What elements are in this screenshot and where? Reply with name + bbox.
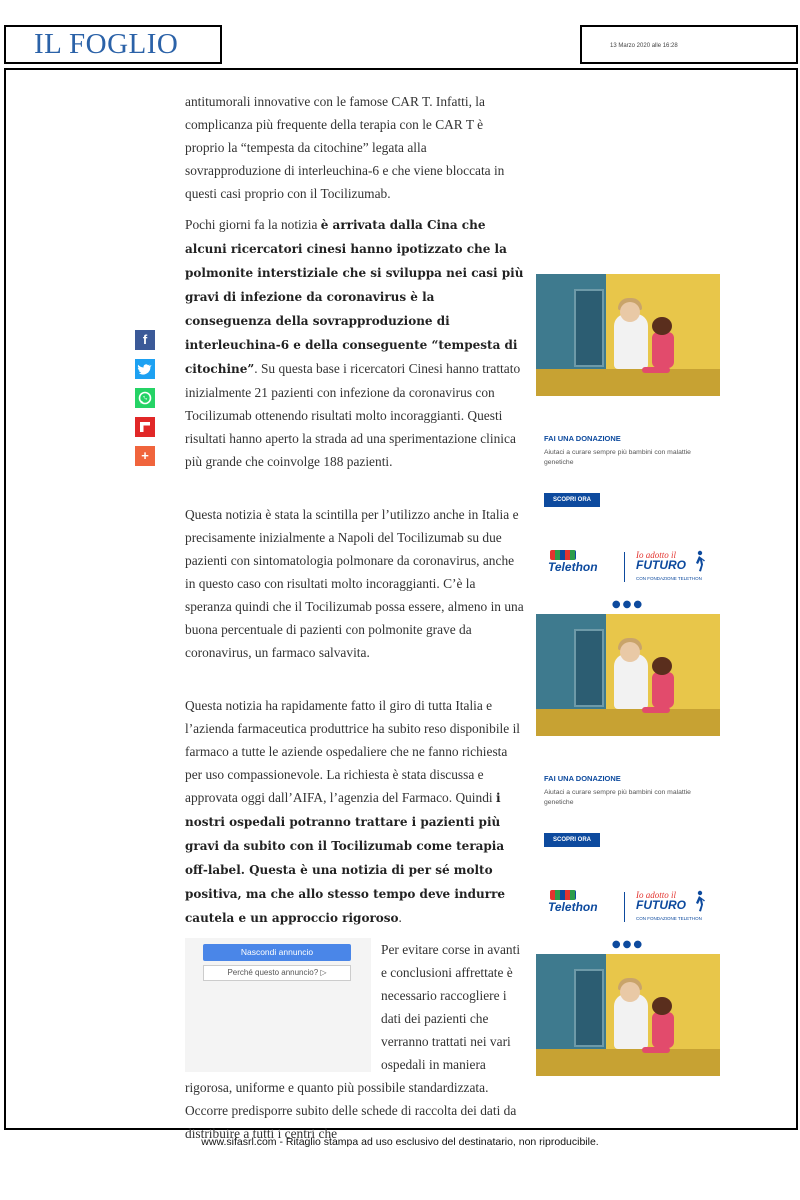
futuro-subtitle: CON FONDAZIONE TELETHON — [636, 916, 702, 921]
share-bar — [135, 330, 155, 475]
ad-cta-button[interactable]: SCOPRI ORA — [544, 493, 600, 507]
facebook-share-button[interactable] — [135, 330, 155, 350]
flipboard-share-button[interactable] — [135, 417, 155, 437]
telethon-logo-mark — [550, 890, 576, 900]
twitter-share-button[interactable] — [135, 359, 155, 379]
carousel-dots[interactable]: ●●● — [611, 939, 645, 950]
ad-photo — [536, 954, 720, 1076]
ad-logos — [536, 886, 720, 936]
ad-photo — [536, 274, 720, 396]
whatsapp-icon — [135, 388, 155, 408]
footer-disclaimer: www.sifasrl.com - Ritaglio stampa ad uso esclusivo del destinatario, non riproducibile. — [201, 1136, 599, 1148]
futuro-tagline: Io adotto il — [636, 550, 676, 560]
paragraph: Questa notizia ha rapidamente fatto il giro di tutta Italia e l’azienda farmaceutica produttrice ha subito reso disponibile il farmaco a tutte le aziende ospedaliere che ne fanno richiesta per uso compassionevole. La richiesta è stata discussa e approvata oggi dall’AIFA, l’agenzia del Farmaco. Quindi i nostri ospedali potranno trattare i pazienti più gravi da subito con il Tocilizumab come terapia off-label. Questa è una notizia di per sé molto positiva, ma che allo stesso tempo deve indurre cautela e un approccio rigoroso. — [185, 698, 521, 925]
ad-logos — [536, 546, 720, 596]
paragraph: antitumorali innovative con le famose CAR T. Infatti, la complicanza più frequente della terapia con le CAR T è proprio la “tempesta da citochine” legata alla sovrapproduzione di interleuchina-6 e che viene bloccata in questi casi proprio con il Tocilizumab. — [185, 94, 505, 201]
ad-headline: FAI UNA DONAZIONE — [544, 434, 621, 443]
paragraph: Questa notizia è stata la scintilla per l’utilizzo anche in Italia e precisamente inizialmente a Napoli del Tocilizumab su due pazienti con sintomatologia polmonare da coronavirus, anche in questo caso con risultati molto incoraggianti. C’è la speranza quindi che il Tocilizumab possa essere, almeno in una buona percentuale di pazienti con polmonite grave da coronavirus, un farmaco salvavita. — [185, 507, 524, 660]
more-share-button[interactable] — [135, 446, 155, 466]
ad-photo — [536, 614, 720, 736]
runner-icon — [694, 550, 704, 572]
ad-description: Aiutaci a curare sempre più bambini con malattie genetiche — [544, 449, 691, 466]
sidebar-ad-column — [536, 274, 720, 1076]
facebook-icon: f — [142, 332, 148, 347]
plus-icon: + — [141, 448, 149, 463]
runner-icon — [694, 890, 704, 912]
ad-body — [536, 736, 720, 886]
futuro-logo: FUTURO — [636, 898, 686, 912]
twitter-icon — [135, 359, 155, 379]
masthead-box — [4, 25, 222, 64]
clipping-frame — [4, 68, 798, 1141]
ad-description: Aiutaci a curare sempre più bambini con malattie genetiche — [544, 789, 691, 806]
futuro-tagline: Io adotto il — [636, 890, 676, 900]
paragraph: Per evitare corse in avanti e conclusioni affrettate è necessario raccogliere i dati dei pazienti che verranno trattati nei vari ospedali in maniera rigorosa, uniforme e quanto più possibile standardizzata. Occorre predisporre subito delle schede di raccolta dei dati da distribuire a tutti i centri che — [185, 942, 521, 1141]
why-this-ad-button[interactable]: Perché questo annuncio? ▷ — [203, 965, 351, 981]
telethon-logo-mark — [550, 550, 576, 560]
futuro-logo: FUTURO — [636, 558, 686, 572]
ad-cta-button[interactable]: SCOPRI ORA — [544, 833, 600, 847]
telethon-ad[interactable] — [536, 614, 720, 954]
date-box — [580, 25, 798, 64]
telethon-ad[interactable] — [536, 954, 720, 1076]
article-body — [185, 90, 525, 1153]
ad-body — [536, 396, 720, 546]
masthead-logo[interactable]: IL FOGLIO — [34, 28, 179, 60]
publication-date: 13 Marzo 2020 alle 16:28 — [610, 43, 678, 49]
futuro-subtitle: CON FONDAZIONE TELETHON — [636, 576, 702, 581]
telethon-logo: Telethon — [548, 560, 598, 574]
ad-headline: FAI UNA DONAZIONE — [544, 774, 621, 783]
paragraph: Pochi giorni fa la notizia è arrivata dalla Cina che alcuni ricercatori cinesi hanno ipotizzato che la polmonite interstiziale che si sviluppa nei casi più gravi di infezione da coronavirus è la conseguenza della sovrapproduzione di interleuchina-6 e della conseguente “tempesta di citochine”. Su questa base i ricercatori Cinesi hanno trattato inizialmente 21 pazienti con infezione da coronavirus con Tocilizumab ottenendo risultati molto incoraggianti. Questi risultati hanno aperto la strada ad una sperimentazione clinica più grande che coinvolge 188 pazienti. — [185, 217, 524, 469]
inline-ad-placeholder — [185, 938, 371, 1072]
telethon-logo: Telethon — [548, 900, 598, 914]
carousel-dots[interactable]: ●●● — [611, 599, 645, 610]
telethon-ad[interactable] — [536, 274, 720, 614]
flipboard-icon — [135, 417, 155, 437]
whatsapp-share-button[interactable] — [135, 388, 155, 408]
hide-ad-button[interactable]: Nascondi annuncio — [203, 944, 351, 961]
